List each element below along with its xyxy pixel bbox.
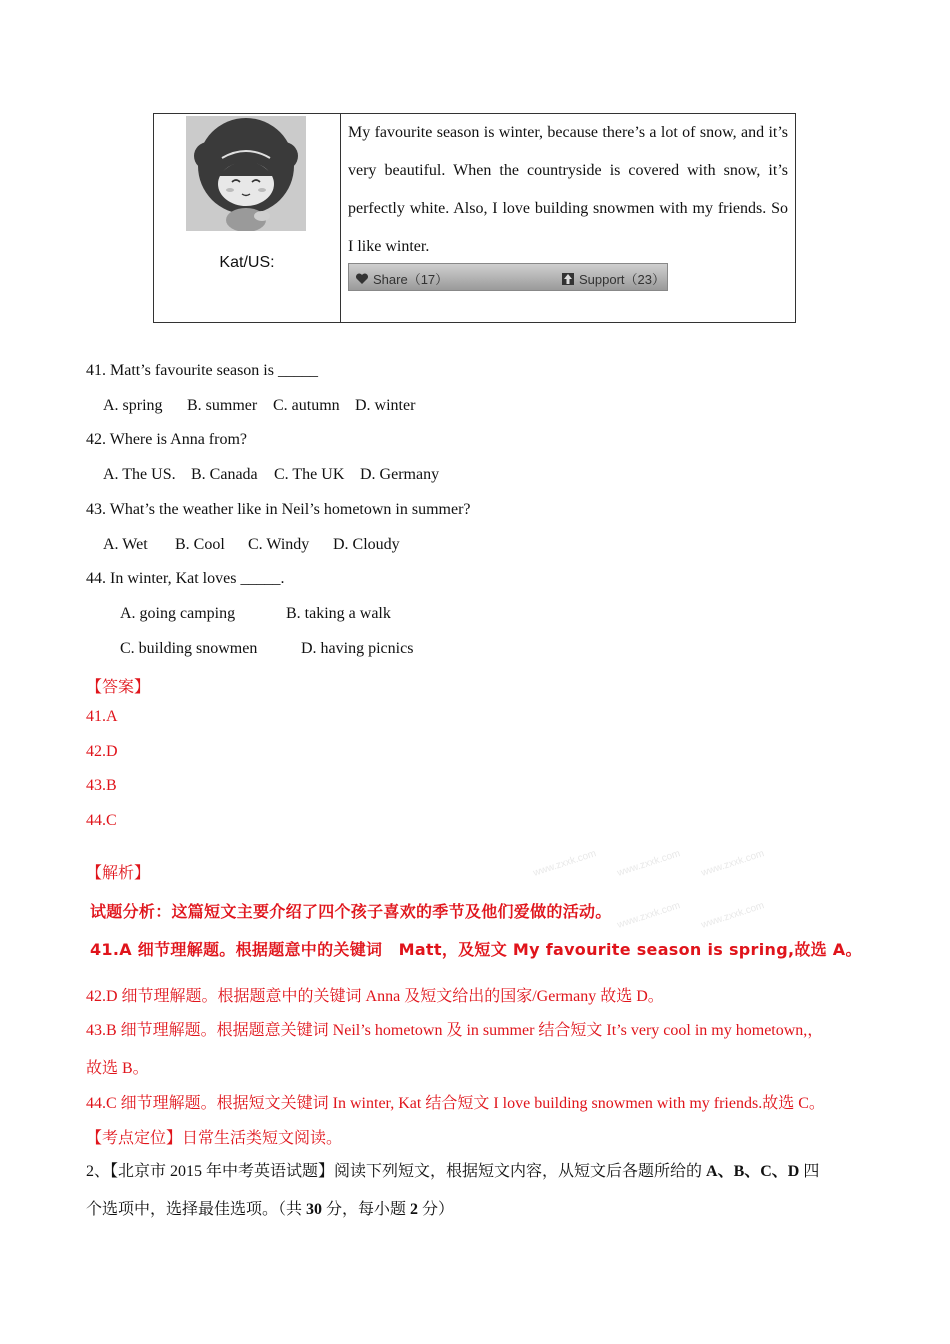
next-passage-intro-line1: 2、【北京市 2015 年中考英语试题】阅读下列短文，根据短文内容，从短文后各题所给的 A、B、C、D 四 [86, 1163, 820, 1180]
kaodian-line: 【考点定位】日常生活类短文阅读。 [86, 1130, 343, 1147]
answer-43: 43.B [86, 777, 117, 794]
avatar [186, 116, 306, 231]
analysis-summary: 试题分析：这篇短文主要介绍了四个孩子喜欢的季节及他们爱做的活动。 [90, 902, 612, 921]
question-43-stem: 43. What’s the weather like in Neil’s hometown in summer? [86, 501, 471, 518]
question-43-options [103, 536, 400, 554]
option-d[interactable]: D. Cloudy [333, 536, 400, 553]
document-page: Kat/US: My favourite season is winter, because there’s a lot of snow, and it’s very beautiful. When the countryside is covered with snow, it’s perfectly white. Also, I love building snowmen with my friends. So I like winter. Share（17） Support（23） 41. Matt’s favourite season is _____ A. spring B. summer C. autumn D. winter 42. Where is Anna from? A. The US. B. Canada C. The UK D. Germany 43. What’s the weather like in Neil’s hometown in summer? A. Wet B. Cool C. Windy D. Cloudy 44. In winter, Kat loves _____. A. going camping B. taking a walk C. building snowmen D. having picnics 【答案】 41.A 42.D 43.B 44.C 【解析】 www.zxxk.com www.zxxk.com www.zxxk.com www.zxxk.com www.zxxk.com 试题分析：这篇短文主要介绍了四个孩子喜欢的季节及他们爱做的活动。 41.A 细节理解题。根据题意中的关键词 Matt，及短文 My favourite season is spring,故选 A。 42.D 细节理解题。根据题意中的关键词 Anna 及短文给出的国家/Germany 故选 D。 43.B 细节理解题。根据题意关键词 Neil’s hometown 及 in summer 结合短文 It’s very cool in my hometown,， 故选 B。 44.C 细节理解题。根据短文关键词 In winter, Kat 结合短文 I love building snowmen with my friends.故选 C。 【考点定位】日常生活类短文阅读。 2、【北京市 2015 年中考英语试题】阅读下列短文，根据短文内容，从短文后各题所给的 A、B、C、D 四 个选项中，选择最佳选项。（共 30 分，每小题 2 分） [0, 0, 950, 1344]
analysis-43-line1: 43.B 细节理解题。根据题意关键词 Neil’s hometown 及 in summer 结合短文 It’s very cool in my hometown,， [86, 1022, 824, 1039]
analysis-42: 42.D 细节理解题。根据题意中的关键词 Anna 及短文给出的国家/Germany 故选 D。 [86, 988, 664, 1005]
option-b[interactable]: B. Cool [175, 536, 225, 553]
analysis-41: 41.A 细节理解题。根据题意中的关键词 Matt，及短文 My favourite season is spring,故选 A。 [90, 940, 862, 959]
question-41-stem: 41. Matt’s favourite season is _____ [86, 362, 318, 379]
thumb-up-icon [561, 272, 575, 286]
question-44-options-row2 [120, 640, 413, 658]
cartoon-girl-image [186, 116, 306, 231]
option-b[interactable]: B. summer [187, 397, 258, 414]
share-label: Share（17） [373, 272, 449, 287]
question-44-options-row1 [120, 605, 391, 623]
option-a[interactable]: A. The US. [103, 466, 176, 483]
post-text: My favourite season is winter, because there’s a lot of snow, and it’s very beautiful. When the countryside is covered with snow, it’s perfectly white. Also, I love building snowmen with my friends. So I like winter. [348, 124, 788, 255]
support-button[interactable] [561, 269, 665, 288]
answer-41: 41.A [86, 708, 118, 725]
option-d[interactable]: D. having picnics [301, 640, 414, 657]
analysis-44: 44.C 细节理解题。根据短文关键词 In winter, Kat 结合短文 I love building snowmen with my friends.故选 C。 [86, 1095, 825, 1112]
question-42-options [103, 466, 439, 484]
option-b[interactable]: B. taking a walk [286, 605, 391, 622]
option-d[interactable]: D. winter [355, 397, 416, 414]
option-b[interactable]: B. Canada [191, 466, 258, 483]
analysis-title: 【解析】 [86, 863, 151, 882]
answer-44: 44.C [86, 812, 117, 829]
question-41-options [103, 397, 415, 415]
option-c[interactable]: C. The UK [274, 466, 345, 483]
option-a[interactable]: A. spring [103, 397, 163, 414]
answer-42: 42.D [86, 743, 118, 760]
option-a[interactable]: A. going camping [120, 605, 236, 622]
analysis-43-line2: 故选 B。 [86, 1060, 149, 1077]
answer-title: 【答案】 [86, 677, 151, 696]
post-action-bar [348, 263, 668, 291]
option-c[interactable]: C. building snowmen [120, 640, 258, 657]
question-42-stem: 42. Where is Anna from? [86, 431, 247, 448]
post-author-cell [154, 114, 341, 322]
post-table [153, 113, 796, 323]
option-c[interactable]: C. autumn [273, 397, 340, 414]
heart-icon [355, 272, 369, 286]
post-content-cell [341, 114, 795, 322]
option-d[interactable]: D. Germany [360, 466, 440, 483]
next-passage-intro-line2: 个选项中，选择最佳选项。（共 30 分，每小题 2 分） [86, 1201, 455, 1218]
option-c[interactable]: C. Windy [248, 536, 310, 553]
post-author-name: Kat/US: [219, 254, 275, 271]
share-button[interactable] [355, 269, 448, 288]
support-label: Support（23） [579, 272, 665, 287]
question-44-stem: 44. In winter, Kat loves _____. [86, 570, 285, 587]
option-a[interactable]: A. Wet [103, 536, 148, 553]
